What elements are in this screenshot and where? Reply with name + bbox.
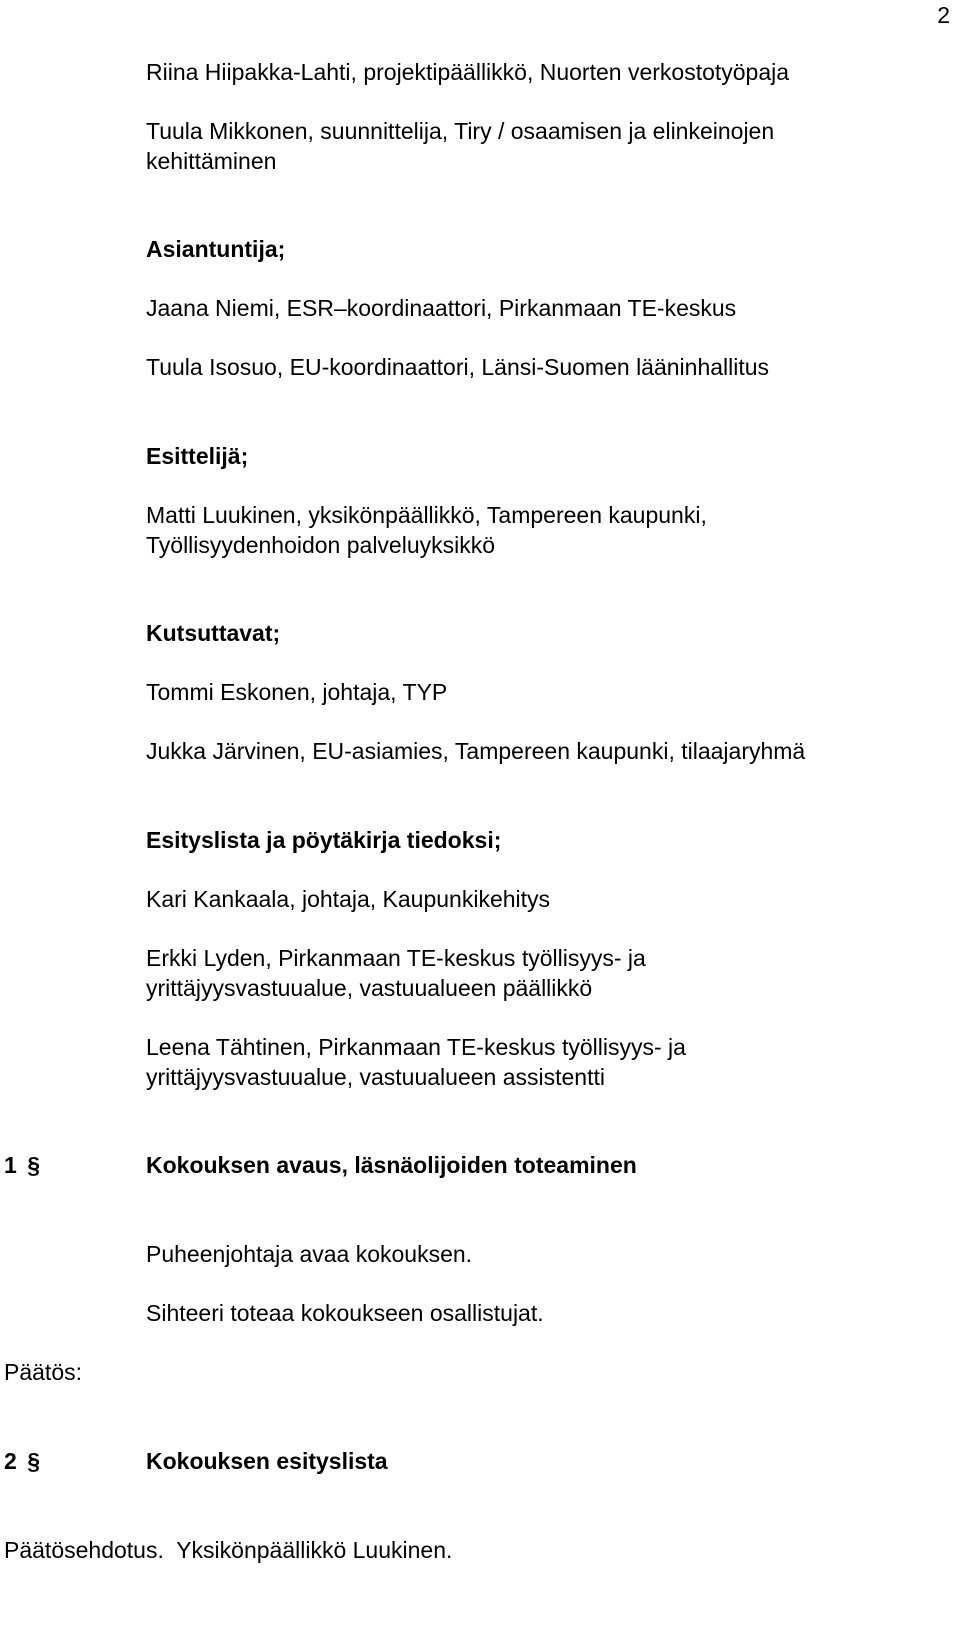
section-number xyxy=(4,1446,40,1476)
invited-heading: Kutsuttavat; xyxy=(146,620,281,646)
presenter-heading: Esittelijä; xyxy=(146,443,249,469)
page-number: 2 xyxy=(937,2,950,28)
member-line: kehittäminen xyxy=(146,148,277,174)
presenter-line: Matti Luukinen, yksikönpäällikkö, Tampereen kaupunki, xyxy=(146,502,707,528)
section-sign: § xyxy=(27,1448,40,1474)
info-line: yrittäjyysvastuualue, vastuualueen assistentti xyxy=(146,1064,605,1090)
info-heading: Esityslista ja pöytäkirja tiedoksi; xyxy=(146,827,502,853)
section-sign: § xyxy=(27,1152,40,1178)
section-title: Kokouksen avaus, läsnäolijoiden toteaminen xyxy=(146,1152,637,1178)
info-line: Erkki Lyden, Pirkanmaan TE-keskus työllisyys- ja xyxy=(146,945,646,971)
invited-line: Tommi Eskonen, johtaja, TYP xyxy=(146,679,448,705)
member-line: Tuula Mikkonen, suunnittelija, Tiry / osaamisen ja elinkeinojen xyxy=(146,118,775,144)
expert-line: Jaana Niemi, ESR–koordinaattori, Pirkanmaan TE-keskus xyxy=(146,295,737,321)
section-body-line: Puheenjohtaja avaa kokouksen. xyxy=(146,1241,473,1267)
section-body-line: Sihteeri toteaa kokoukseen osallistujat. xyxy=(146,1300,544,1326)
section-number-value: 1 xyxy=(4,1152,17,1178)
expert-line: Tuula Isosuo, EU-koordinaattori, Länsi-Suomen lääninhallitus xyxy=(146,354,770,380)
decision-label: Päätös: xyxy=(4,1359,82,1385)
invited-line: Jukka Järvinen, EU-asiamies, Tampereen kaupunki, tilaajaryhmä xyxy=(146,738,806,764)
section-number-value: 2 xyxy=(4,1448,17,1474)
experts-heading: Asiantuntija; xyxy=(146,236,286,262)
info-line: Leena Tähtinen, Pirkanmaan TE-keskus työllisyys- ja xyxy=(146,1034,686,1060)
member-line: Riina Hiipakka-Lahti, projektipäällikkö, Nuorten verkostotyöpaja xyxy=(146,59,790,85)
info-line: yrittäjyysvastuualue, vastuualueen päällikkö xyxy=(146,975,593,1001)
info-line: Kari Kankaala, johtaja, Kaupunkikehitys xyxy=(146,886,551,912)
presenter-line: Työllisyydenhoidon palveluyksikkö xyxy=(146,532,496,558)
section-number xyxy=(4,1150,40,1180)
section-title: Kokouksen esityslista xyxy=(146,1448,388,1474)
decision-proposal: Päätösehdotus. Yksikönpäällikkö Luukinen. xyxy=(4,1537,453,1563)
